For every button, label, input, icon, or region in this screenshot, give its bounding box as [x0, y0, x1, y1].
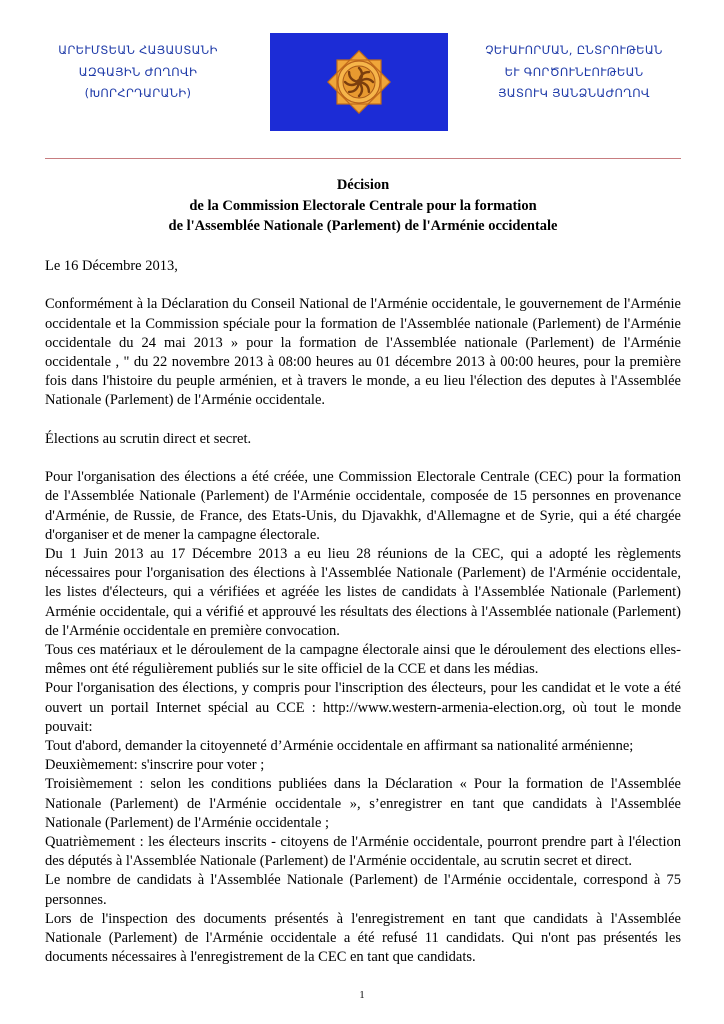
paragraph-9: Troisièmement : selon les conditions publiées dans la Déclaration « Pour la formation de l'Assemblée Nationale (Parlement) de l'Arménie occidentale », s’enregistrer en tant que candidats à l'Assemblée Nationale (Parlement) de l'Arménie occidentale ; — [45, 776, 681, 831]
header-right-line-2: ԵՒ ԳՈՐԾՈՒՆԷՈՒԹԵԱՆ — [504, 64, 644, 79]
title-line-2: de la Commission Electorale Centrale pour la formation — [189, 197, 537, 214]
page-number: 1 — [359, 990, 365, 1001]
paragraph-5: Tous ces matériaux et le déroulement de la campagne électorale ainsi que le déroulement des elections elles-mêmes ont été régulièrement publiés sur le site officiel de la CCE et dans les médias. — [45, 642, 681, 678]
paragraph-3: Pour l'organisation des élections a été créée, une Commission Electorale Centrale (CEC) pour la formation de l'Assemblée Nationale (Parlement) de l'Arménie occidentale, composée de 15 personnes en provenance d'Arménie, de Russie, de France, des Etats-Unis, du Djavakhk, d'Allemagne et de Syrie, qui a été chargée d'organiser et de mener la campagne électorale. — [45, 469, 681, 543]
header-right-line-3: ՅԱՏՈՒԿ ՅԱՆՁՆԱԺՈՂՈՎ — [498, 86, 650, 100]
date-line: Le 16 Décembre 2013, — [45, 258, 178, 274]
paragraph-6: Pour l'organisation des élections, y compris pour l'inscription des électeurs, pour les candidat et le vote a été ouvert un portail Internet spécial au CCE : http://www.western-armenia-election.org, où tout le monde pouvait: — [45, 680, 681, 735]
title-line-1: Décision — [336, 177, 390, 193]
paragraph-11: Le nombre de candidats à l'Assemblée Nationale (Parlement) de l'Arménie occidentale, correspond à 75 personnes. — [45, 872, 681, 908]
header-left-text — [18, 40, 258, 105]
header-right-text — [454, 40, 694, 105]
header-left-line-3: (ԽՈՐՀՐԴԱՐԱՆԻ) — [84, 86, 192, 100]
document-body — [45, 257, 681, 967]
flag-emblem — [270, 33, 448, 131]
header-right-line-1: ՉԵՒԱՒՈՐՄԱՆ, ԸՆՏՐՈՒԹԵԱՆ — [485, 43, 663, 57]
document-title — [45, 175, 681, 237]
paragraph-10: Quatrièmement : les électeurs inscrits - citoyens de l'Arménie occidentale, pourront prendre part à l'élection des députés à l'Assemblée Nationale (Parlement) de l'Arménie occidentale, au scrutin secret et direct. — [45, 834, 681, 870]
paragraph-2: Élections au scrutin direct et secret. — [45, 430, 252, 447]
paragraph-12: Lors de l'inspection des documents présentés à l'enregistrement en tant que candidats à l'Assemblée Nationale (Parlement) de l'Arménie occidentale a été refusé 11 candidats. Qui n'ont pas présentés les documents nécessaires à l'enregistrement de la CEC en tant que candidats. — [45, 910, 681, 966]
eternity-sign-emblem-icon — [328, 51, 390, 113]
paragraph-8: Deuxièmement: s'inscrire pour voter ; — [45, 757, 265, 774]
title-line-3: de l'Assemblée Nationale (Parlement) de l'Arménie occidentale — [168, 218, 558, 234]
paragraph-4: Du 1 Juin 2013 au 17 Décembre 2013 a eu lieu 28 réunions de la CEC, qui a adopté les règlements nécessaires pour l'organisation des élections à l'Assemblée Nationale (Parlement) de l'Arménie occidentale, les listes d'électeurs, qui a vérifiées et agréée les listes de candidats à l'Assemblée Nationale (Parlement) Arménie occidentale, qui a vérifié et approuvé les résultats des élections à l'Assemblée nationale (Parlement) de l'Arménie occidentale en première convocation. — [45, 546, 681, 639]
paragraph-1: Conformément à la Déclaration du Conseil National de l'Arménie occidentale, le gouvernement de l'Arménie occidentale et la Commission spéciale pour la formation de l'Assemblée nationale (Parlement) de l'Arménie occidentale du 24 mai 2013 » pour la formation de l'Assemblée nationale (Parlement) de l'Arménie occidentale , " du 22 novembre 2013 à 08:00 heures au 01 décembre 2013 à 00:00 heures, pour la première fois dans l'histoire du peuple arménien, et à travers le monde, a eu lieu l'élection des deputes à l'Assemblée Nationale (Parlement) de l'Arménie occidentale. — [45, 296, 681, 409]
header-left-line-2: ԱԶԳԱՅԻՆ ԺՈՂՈՎԻ — [78, 64, 198, 79]
header-divider — [45, 158, 681, 159]
paragraph-7: Tout d'abord, demander la citoyenneté d’Arménie occidentale en affirmant sa nationalité arménienne; — [45, 738, 634, 755]
header-left-line-1: ԱՐԵՒՄՏԵԱՆ ՀԱՅԱՍՏԱՆԻ — [58, 43, 218, 57]
